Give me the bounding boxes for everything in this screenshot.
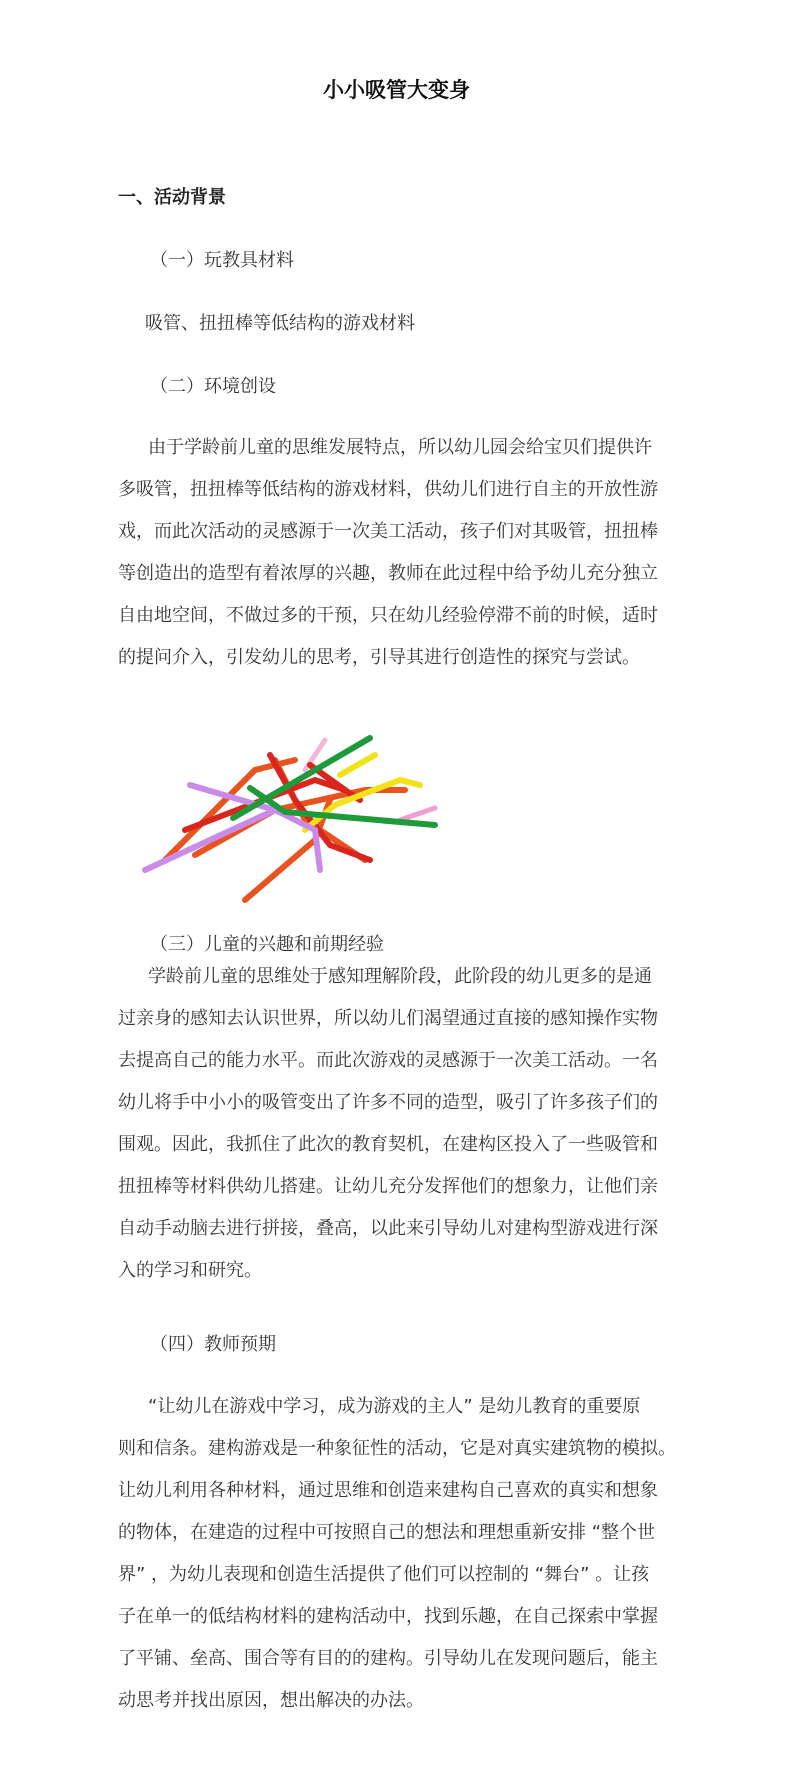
section-heading-background: 一、活动背景: [118, 187, 226, 208]
subsection-heading-interests: （三）儿童的兴趣和前期经验: [150, 934, 384, 955]
paragraph-line: 去提高自己的能力水平。而此次游戏的灵感源于一次美工活动。一名: [118, 1050, 658, 1071]
paragraph-line: 多吸管，扭扭棒等低结构的游戏材料，供幼儿们进行自主的开放性游: [118, 479, 658, 500]
paragraph-line: 了平铺、垒高、围合等有目的的建构。引导幼儿在发现问题后，能主: [118, 1648, 658, 1669]
paragraph-line: 自动手动脑去进行拼接，叠高，以此来引导幼儿对建构型游戏进行深: [118, 1218, 658, 1239]
paragraph-line: 自由地空间，不做过多的干预，只在幼儿经验停滞不前的时候，适时: [118, 605, 658, 626]
subsection-heading-materials: （一）玩教具材料: [150, 250, 294, 271]
paragraph-line: “让幼儿在游戏中学习，成为游戏的主人” 是幼儿教育的重要原: [148, 1396, 641, 1417]
paragraph-line: 子在单一的低结构材料的建构活动中，找到乐趣，在自己探索中掌握: [118, 1606, 658, 1627]
expectations-paragraph: [118, 1386, 678, 1722]
environment-paragraph: [118, 427, 678, 679]
paragraph-line: 扭扭棒等材料供幼儿搭建。让幼儿充分发挥他们的想象力，让他们亲: [118, 1176, 658, 1197]
paragraph-line: 让幼儿利用各种材料，通过思维和创造来建构自己喜欢的真实和想象: [118, 1480, 658, 1501]
paragraph-line: 界” ，为幼儿表现和创造生活提供了他们可以控制的 “舞台” 。让孩: [118, 1564, 650, 1585]
paragraph-line: 学龄前儿童的思维处于感知理解阶段，此阶段的幼儿更多的是通: [148, 966, 652, 987]
paragraph-line: 动思考并找出原因，想出解决的办法。: [118, 1690, 424, 1711]
paragraph-line: 戏，而此次活动的灵感源于一次美工活动，孩子们对其吸管，扭扭棒: [118, 521, 658, 542]
interests-paragraph: [118, 956, 678, 1292]
paragraph-line: 由于学龄前儿童的思维发展特点，所以幼儿园会给宝贝们提供许: [148, 437, 652, 458]
paragraph-line: 的物体，在建造的过程中可按照自己的想法和理想重新安排 “整个世: [118, 1522, 656, 1543]
subsection-heading-expectations: （四）教师预期: [150, 1334, 276, 1355]
colorful-straws-illustration: [115, 710, 445, 910]
paragraph-line: 则和信条。建构游戏是一种象征性的活动，它是对真实建筑物的模拟。: [118, 1438, 676, 1459]
paragraph-line: 过亲身的感知去认识世界，所以幼儿们渴望通过直接的感知操作实物: [118, 1008, 658, 1029]
paragraph-line: 幼儿将手中小小的吸管变出了许多不同的造型，吸引了许多孩子们的: [118, 1092, 658, 1113]
document-title: 小小吸管大变身: [323, 78, 470, 102]
paragraph-line: 围观。因此，我抓住了此次的教育契机，在建构区投入了一些吸管和: [118, 1134, 658, 1155]
straws-image: [115, 710, 445, 910]
subsection-heading-environment: （二）环境创设: [150, 376, 276, 397]
paragraph-line: 的提问介入，引发幼儿的思考，引导其进行创造性的探究与尝试。: [118, 647, 640, 668]
paragraph-line: 入的学习和研究。: [118, 1260, 262, 1281]
materials-text: 吸管、扭扭棒等低结构的游戏材料: [145, 313, 415, 334]
paragraph-line: 等创造出的造型有着浓厚的兴趣，教师在此过程中给予幼儿充分独立: [118, 563, 658, 584]
